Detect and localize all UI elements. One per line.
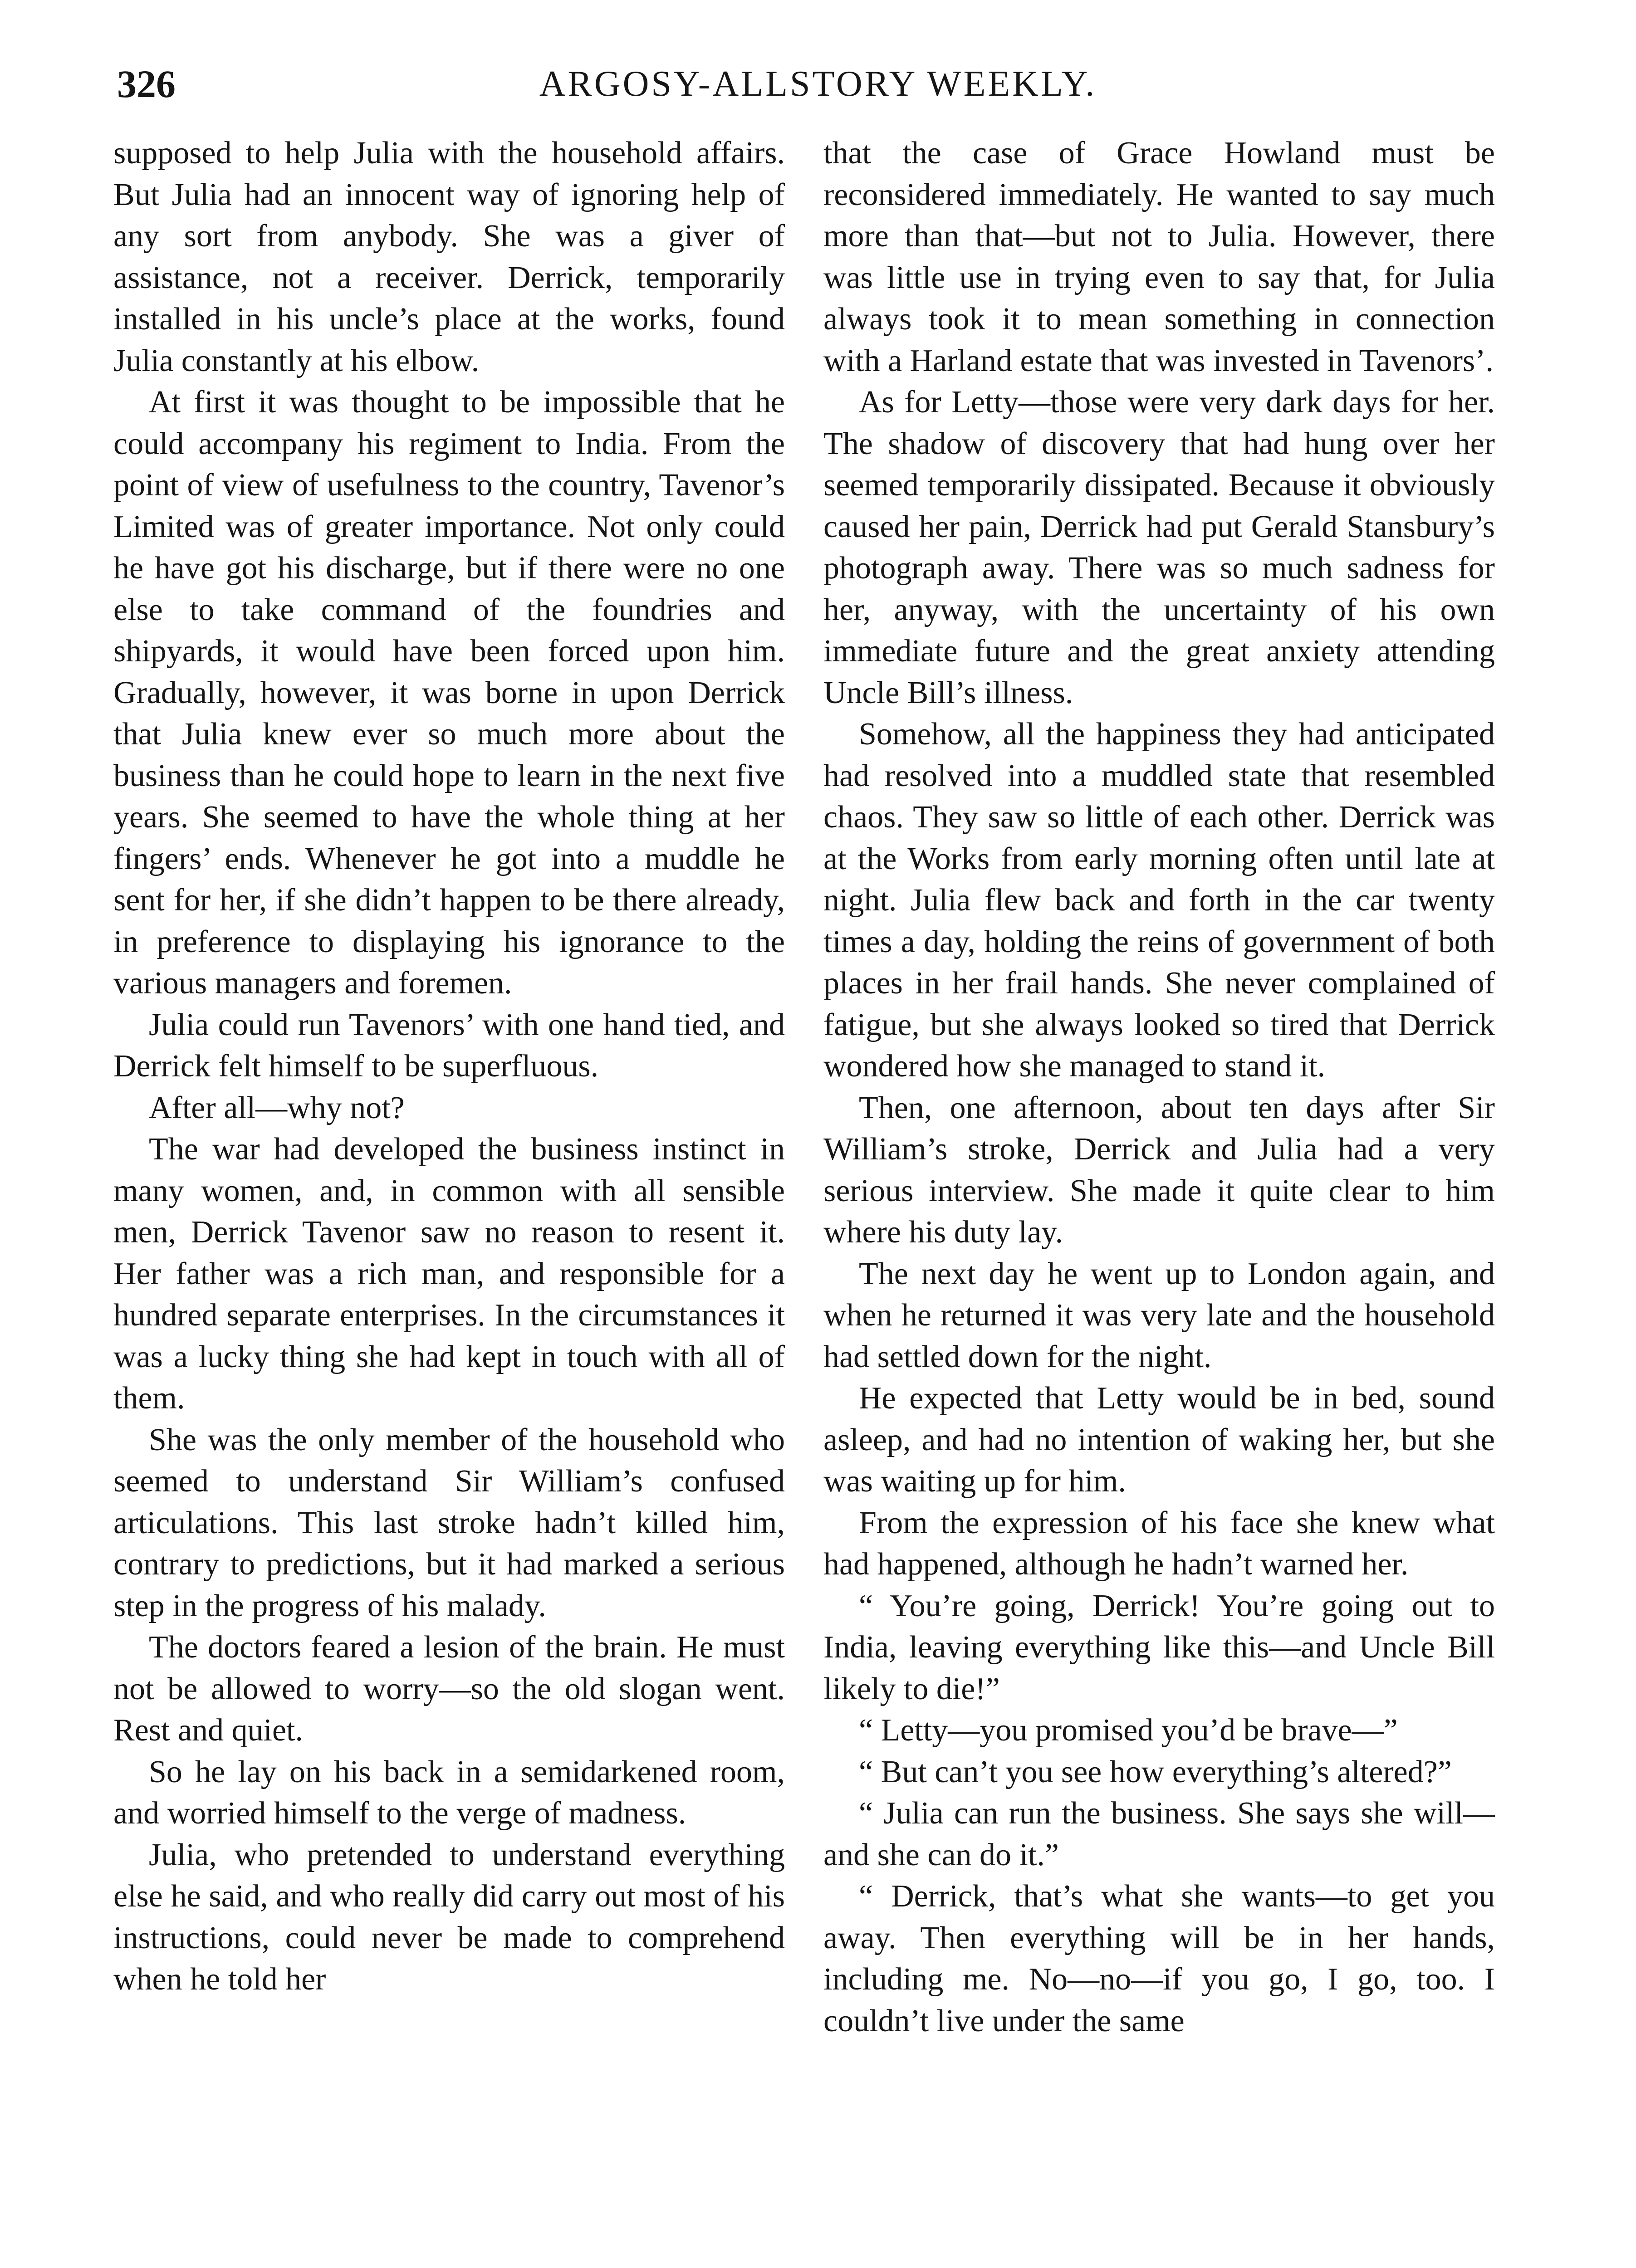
page-header <box>117 57 1519 111</box>
right-column <box>823 132 1495 2042</box>
dialogue-paragraph: “ Julia can run the business. She says she will—and she can do it.” <box>823 1796 1495 1872</box>
paragraph: He expected that Letty would be in bed, sound asleep, and had no intention of waking her, but she was waiting up for him. <box>823 1381 1495 1499</box>
dialogue-paragraph: “ You’re going, Derrick! You’re going out to India, leaving everything like this—and Uncle Bill likely to die!” <box>823 1588 1495 1706</box>
paragraph: Julia could run Tavenors’ with one hand tied, and Derrick felt himself to be superfluous. <box>113 1007 785 1084</box>
paragraph: Julia, who pretended to understand everything else he said, and who really did carry out most of his instructions, could never be made to comprehend when he told her <box>113 1837 785 1997</box>
page-number: 326 <box>117 62 176 106</box>
paragraph: supposed to help Julia with the household affairs. But Julia had an innocent way of ignoring help of any sort from anybody. She was a giver of assistance, not a receiver. Derrick, temporarily installed in his uncle’s place at the works, found Julia constantly at his elbow. <box>113 136 785 378</box>
paragraph: The doctors feared a lesion of the brain. He must not be allowed to worry—so the old slogan went. Rest and quiet. <box>113 1630 785 1748</box>
dialogue-paragraph: “ Derrick, that’s what she wants—to get you away. Then everything will be in her hands, including me. No—no—if you go, I go, too. I couldn’t live under the same <box>823 1879 1495 2038</box>
paragraph: The next day he went up to London again, and when he returned it was very late and the household had settled down for the night. <box>823 1256 1495 1374</box>
paragraph: Somehow, all the happiness they had anticipated had resolved into a muddled state that resembled chaos. They saw so little of each other. Derrick was at the Works from early morning often until late at night. Julia flew back and forth in the car twenty times a day, holding the reins of government of both places in her frail hands. She never complained of fatigue, but she always looked so tired that Derrick wondered how she managed to stand it. <box>823 717 1495 1084</box>
paragraph: From the expression of his face she knew what had happened, although he hadn’t warned her. <box>823 1505 1495 1582</box>
paragraph: She was the only member of the household who seemed to understand Sir William’s confused articulations. This last stroke hadn’t killed him, contrary to predictions, but it had marked a serious step in the progress of his malady. <box>113 1422 785 1623</box>
paragraph: After all—why not? <box>149 1090 405 1125</box>
paragraph: So he lay on his back in a semidarkened room, and worried himself to the verge of madness. <box>113 1754 785 1831</box>
paragraph: At first it was thought to be impossible that he could accompany his regiment to India. From the point of view of usefulness to the country, Tavenor’s Limited was of greater importance. Not only could he have got his discharge, but if there were no one else to take command of the foundries and shipyards, it would have been forced upon him. Gradually, however, it was borne in upon Derrick that Julia knew ever so much more about the business than he could hope to learn in the next five years. She seemed to have the whole thing at her fingers’ ends. Whenever he got into a muddle he sent for her, if she didn’t happen to be there already, in preference to displaying his ignorance to the various managers and foremen. <box>113 385 785 1001</box>
paragraph: Then, one afternoon, about ten days after Sir William’s stroke, Derrick and Julia had a very serious interview. She made it quite clear to him where his duty lay. <box>823 1090 1495 1250</box>
running-title: ARGOSY-ALLSTORY WEEKLY. <box>539 64 1097 104</box>
left-column <box>113 132 785 2000</box>
paragraph: As for Letty—those were very dark days for her. The shadow of discovery that had hung over her seemed temporarily dissipated. Because it obviously caused her pain, Derrick had put Gerald Stansbury’s photograph away. There was so much sadness for her, anyway, with the uncertainty of his own immediate future and the great anxiety attending Uncle Bill’s illness. <box>823 385 1495 710</box>
dialogue-paragraph: “ Letty—you promised you’d be brave—” <box>859 1713 1398 1748</box>
paragraph: that the case of Grace Howland must be reconsidered immediately. He wanted to say much more than that—but not to Julia. However, there was little use in trying even to say that, for Julia always took it to mean something in connection with a Harland estate that was invested in Tavenors’. <box>823 136 1495 378</box>
paragraph: The war had developed the business instinct in many women, and, in common with all sensible men, Derrick Tavenor saw no reason to resent it. Her father was a rich man, and responsible for a hundred separate enterprises. In the circumstances it was a lucky thing she had kept in touch with all of them. <box>113 1132 785 1416</box>
dialogue-paragraph: “ But can’t you see how everything’s altered?” <box>859 1754 1452 1789</box>
